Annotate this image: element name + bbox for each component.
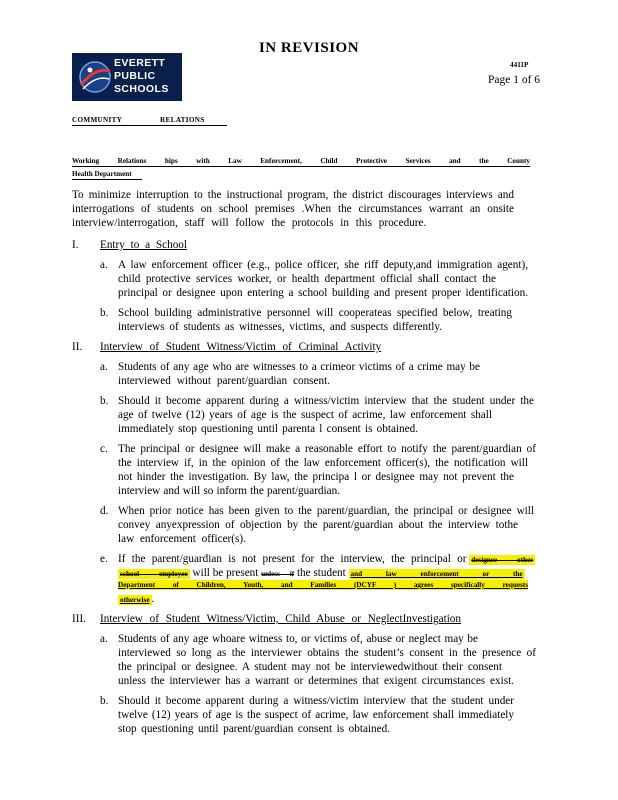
- logo-text-line1: EVERETT: [114, 57, 166, 69]
- section-3-b-line-2: twelve (12) years of age is the suspect of acrime, law enforcement shall immediately: [118, 709, 514, 721]
- section-3-a-line-4: unless the interviewer has a warrant or determines that exigent circumstances exist.: [118, 675, 514, 687]
- section-2-a-line-2: interviewed without parent/guardian consent.: [118, 375, 330, 387]
- section-2-e-deleted-text-1: designee other: [471, 556, 534, 564]
- section-3-a-line-2: interviewed so long as the interviewer obtains the student’s consent in the presence of: [118, 647, 536, 659]
- section-2-e-deleted-text-3: unless if: [261, 570, 295, 578]
- section-2-c-line-4: interview and will so inform the parent/guardian.: [118, 485, 340, 497]
- section-1-heading: Entry to a School: [100, 239, 187, 251]
- section-2-a-line-1: Students of any age who are witnesses to a crimeor victims of a crime may be: [118, 361, 480, 373]
- section-2-c-label: c.: [100, 443, 108, 455]
- section-2-b-line-3: immediately stop questioning until parenta l consent is obtained.: [118, 423, 418, 435]
- page-number: Page 1 of 6: [488, 74, 541, 86]
- section-3-number: III.: [72, 613, 86, 625]
- section-2-d-line-1: When prior notice has been given to the parent/guardian, the principal or designee will: [118, 505, 534, 517]
- section-1-a-line-2: child protective services worker, or health department official shall contact the: [118, 273, 496, 285]
- section-3-a-line-1: Students of any age whoare witness to, or victims of, abuse or neglect may be: [118, 633, 478, 645]
- section-2-number: II.: [72, 341, 83, 353]
- intro-line-2: interrogations of students on school premises .When the circumstances warrant an onsite: [72, 203, 514, 215]
- section-2-e-line-4: [118, 592, 154, 608]
- section-1-number: I.: [72, 239, 79, 251]
- logo-emblem-icon: [76, 57, 114, 97]
- section-2-e-line-4-end: .: [151, 593, 155, 605]
- section-2-d-line-3: law enforcement officer(s).: [118, 533, 246, 545]
- section-2-e-inserted-text-1: and law enforcement or the: [350, 570, 523, 578]
- section-1-b-line-1: School building administrative personnel will cooperateas specified below, treating: [118, 307, 512, 319]
- revision-banner: IN REVISION: [258, 40, 360, 56]
- section-3-a-label: a.: [100, 633, 108, 645]
- logo-text-line2: PUBLIC: [114, 70, 156, 82]
- section-1-a-line-3: principal or designee upon entering a school building and present proper identification.: [118, 287, 528, 299]
- section-2-e-line-1-text: If the parent/guardian is not present for the interview, the principal or: [118, 553, 467, 565]
- section-2-d-label: d.: [100, 505, 109, 517]
- section-2-e-line-2-text-2: the student: [296, 567, 346, 579]
- section-3-b-line-1: Should it become apparent during a witness/victim interview that the student under: [118, 695, 514, 707]
- document-title-line2: Health Department: [72, 170, 132, 178]
- section-label: COMMUNITY RELATIONS: [72, 116, 205, 124]
- document-title-line1: Working Relations hips with Law Enforcement, Child Protective Services and the County: [72, 157, 530, 165]
- section-3-b-line-3: stop questioning until parent/guardian consent is obtained.: [118, 723, 390, 735]
- section-2-b-line-1: Should it become apparent during a witness/victim interview that the student under the: [118, 395, 534, 407]
- section-2-e-inserted-text-3: otherwise: [120, 596, 150, 604]
- section-1-a-label: a.: [100, 259, 108, 271]
- school-district-logo: [72, 53, 182, 101]
- section-2-b-line-2: age of twelve (12) years of age is the suspect of acrime, law enforcement shall: [118, 409, 492, 421]
- section-2-d-line-2: convey anyexpression of objection by the parent/guardian about the interview tothe: [118, 519, 518, 531]
- section-3-a-line-3: the principal or designee. A student may not be interviewedwithout their consent: [118, 661, 502, 673]
- section-2-e-deleted-text-2: school employee: [120, 570, 188, 578]
- section-2-c-line-1: The principal or designee will make a reasonable effort to notify the parent/guardian of: [118, 443, 536, 455]
- section-3-heading: Interview of Student Witness/Victim, Child Abuse or NeglectInvestigation: [100, 613, 461, 625]
- section-1-b-label: b.: [100, 307, 109, 319]
- section-3-b-label: b.: [100, 695, 109, 707]
- logo-text-line3: SCHOOLS: [114, 83, 169, 95]
- section-1-b-line-2: interviews of students as witnesses, victims, and suspects differently.: [118, 321, 442, 333]
- section-2-heading: Interview of Student Witness/Victim of Criminal Activity: [100, 341, 382, 353]
- section-2-c-line-3: not hinder the investigation. By law, the principa l or designee may not prevent the: [118, 471, 514, 483]
- section-2-c-line-2: the interview if, in the opinion of the law enforcement officer(s), the notification will: [118, 457, 528, 469]
- intro-line-3: interview/interrogation, staff will follow the protocols in this procedure.: [72, 217, 427, 229]
- section-2-e-line-2-text: will be present: [192, 567, 259, 579]
- section-2-e-label: e.: [100, 553, 108, 565]
- intro-line-1: To minimize interruption to the instructional program, the district discourages interviews and: [72, 189, 514, 201]
- section-2-a-label: a.: [100, 361, 108, 373]
- section-2-e-inserted-text-2: Department of Children, Youth, and Families (DCYF ) agrees specifically requests: [118, 581, 528, 589]
- policy-number: 4411P: [510, 61, 529, 69]
- section-1-a-line-1: A law enforcement officer (e.g., police officer, she riff deputy,and immigration agent),: [118, 259, 528, 271]
- section-2-b-label: b.: [100, 395, 109, 407]
